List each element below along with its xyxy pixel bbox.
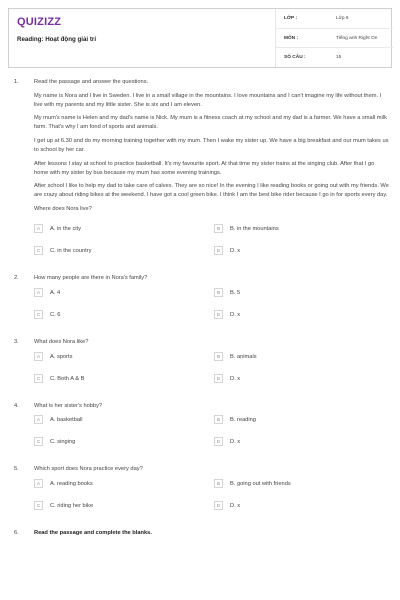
option-label: C. in the country xyxy=(50,247,92,254)
question-number: 3. xyxy=(14,338,19,345)
quizizz-logo: QUIZIZZ xyxy=(17,16,62,28)
option-label: C. 6 xyxy=(50,311,61,318)
question-4 xyxy=(14,402,394,460)
worksheet-title: Reading: Hoạt động giải trí xyxy=(17,36,97,43)
question-number: 6. xyxy=(14,530,19,537)
option-label: C. riding her bike xyxy=(50,503,93,510)
meta-row-subject xyxy=(276,28,393,47)
answer-options xyxy=(34,288,389,332)
question-text: How many people are there in Nora's family? xyxy=(34,274,148,281)
option-label: D. x xyxy=(230,503,241,510)
option-d[interactable] xyxy=(214,310,384,322)
meta-value: Tiếng anh Right On xyxy=(336,36,378,41)
passage-paragraph: My name is Nora and I live in Sweden. I live in a small village in the mountains. I love mountains and I can't imagine my life without them. I live with my parents and my little sister. She is six and I am eleven. xyxy=(34,92,382,108)
question-number: 1. xyxy=(14,79,19,85)
option-d[interactable] xyxy=(214,501,384,513)
option-letter-box: A xyxy=(34,288,43,297)
worksheet-header xyxy=(8,8,392,68)
question-number: 5. xyxy=(14,466,19,473)
option-letter-box: A xyxy=(34,352,43,361)
option-a[interactable] xyxy=(34,288,204,300)
question-text: What does Nora like? xyxy=(34,338,89,345)
question-text: Which sport does Nora practice every day? xyxy=(34,466,143,473)
option-letter-box: B xyxy=(214,224,223,233)
option-b[interactable] xyxy=(214,352,384,364)
option-d[interactable] xyxy=(214,246,384,258)
answer-options xyxy=(34,224,389,268)
answer-options xyxy=(34,479,389,523)
option-letter-box: B xyxy=(214,479,223,488)
option-letter-box: B xyxy=(214,352,223,361)
option-letter-box: D xyxy=(214,310,223,319)
option-a[interactable] xyxy=(34,415,204,427)
answer-options xyxy=(34,415,389,459)
option-label: A. basketball xyxy=(50,417,83,424)
worksheet-content xyxy=(0,78,400,543)
question-1 xyxy=(14,78,394,268)
option-letter-box: C xyxy=(34,437,43,446)
question-text: What is her sister's hobby? xyxy=(34,402,103,409)
option-letter-box: D xyxy=(214,501,223,510)
option-label: D. x xyxy=(230,439,241,446)
passage-paragraph: After school I like to help my dad to take care of calves. They are so nice! In the evening I like reading books or going out with my friends. We are crazy about riding bikes at the weekend. I have got a cool green bike. I think I am the best bike rider because I go in for sports every day. xyxy=(34,183,389,199)
option-label: A. sports xyxy=(50,353,73,360)
option-a[interactable] xyxy=(34,224,204,236)
option-d[interactable] xyxy=(214,374,384,386)
meta-key: MÔN : xyxy=(284,36,299,41)
question-instruction: Read the passage and answer the questions. xyxy=(34,79,149,85)
option-label: B. 5 xyxy=(230,289,241,296)
option-letter-box: C xyxy=(34,246,43,255)
option-label: B. animals xyxy=(230,353,257,360)
option-letter-box: B xyxy=(214,288,223,297)
option-label: D. x xyxy=(230,375,241,382)
meta-row-class xyxy=(276,9,393,28)
option-a[interactable] xyxy=(34,479,204,491)
option-letter-box: C xyxy=(34,310,43,319)
worksheet-meta xyxy=(275,9,392,67)
option-c[interactable] xyxy=(34,437,204,449)
option-label: C. singing xyxy=(50,439,76,446)
option-letter-box: A xyxy=(34,479,43,488)
meta-value: 15 xyxy=(336,55,342,60)
passage-paragraph: My mum's name is Helen and my dad's name is Nick. My mum is a fitness coach at my school and my dad is a farmer. We have a small milk farm. That's why I am fond of sports and animals. xyxy=(34,115,387,131)
question-number: 2. xyxy=(14,274,19,281)
option-c[interactable] xyxy=(34,501,204,513)
option-d[interactable] xyxy=(214,437,384,449)
meta-row-question-count xyxy=(276,47,393,66)
option-letter-box: B xyxy=(214,415,223,424)
question-number: 4. xyxy=(14,402,19,409)
option-label: A. reading books xyxy=(50,481,93,488)
option-letter-box: A xyxy=(34,415,43,424)
passage-paragraph: After lessons I stay at school to practice basketball. It's my favourite sport. At that time my sister trains at the singing club. After that I go home with my sister by bus because my mum has some evening trainings. xyxy=(34,160,375,176)
question-2 xyxy=(14,274,394,332)
question-instruction: Read the passage and complete the blanks. xyxy=(34,530,152,537)
option-b[interactable] xyxy=(214,224,384,236)
option-label: C. Both A & B xyxy=(50,375,85,382)
meta-key: SỐ CÂU : xyxy=(284,55,306,60)
option-label: B. going out with friends xyxy=(230,481,291,488)
meta-key: LỚP : xyxy=(284,16,298,21)
answer-options xyxy=(34,352,389,396)
question-text: Where does Nora live? xyxy=(34,206,92,213)
option-letter-box: C xyxy=(34,501,43,510)
option-label: D. x xyxy=(230,311,241,318)
passage-paragraph: I get up at 6.30 and do my morning training together with my mum. Then I wake my sister up. We have a big breakfast and our mum takes us to school by her car. xyxy=(34,138,389,153)
meta-value: Lớp 6 xyxy=(336,16,349,21)
option-label: B. reading xyxy=(230,417,256,424)
option-letter-box: A xyxy=(34,224,43,233)
option-c[interactable] xyxy=(34,374,204,386)
option-b[interactable] xyxy=(214,479,384,491)
option-label: A. in the city xyxy=(50,225,81,232)
question-6 xyxy=(14,529,394,538)
question-5 xyxy=(14,465,394,523)
option-b[interactable] xyxy=(214,288,384,300)
option-c[interactable] xyxy=(34,246,204,258)
option-letter-box: D xyxy=(214,374,223,383)
option-label: B. in the mountains xyxy=(230,225,279,232)
option-b[interactable] xyxy=(214,415,384,427)
option-c[interactable] xyxy=(34,310,204,322)
question-3 xyxy=(14,338,394,396)
option-label: D. x xyxy=(230,247,241,254)
option-letter-box: D xyxy=(214,437,223,446)
option-letter-box: D xyxy=(214,246,223,255)
option-label: A. 4 xyxy=(50,289,61,296)
option-letter-box: C xyxy=(34,374,43,383)
option-a[interactable] xyxy=(34,352,204,364)
